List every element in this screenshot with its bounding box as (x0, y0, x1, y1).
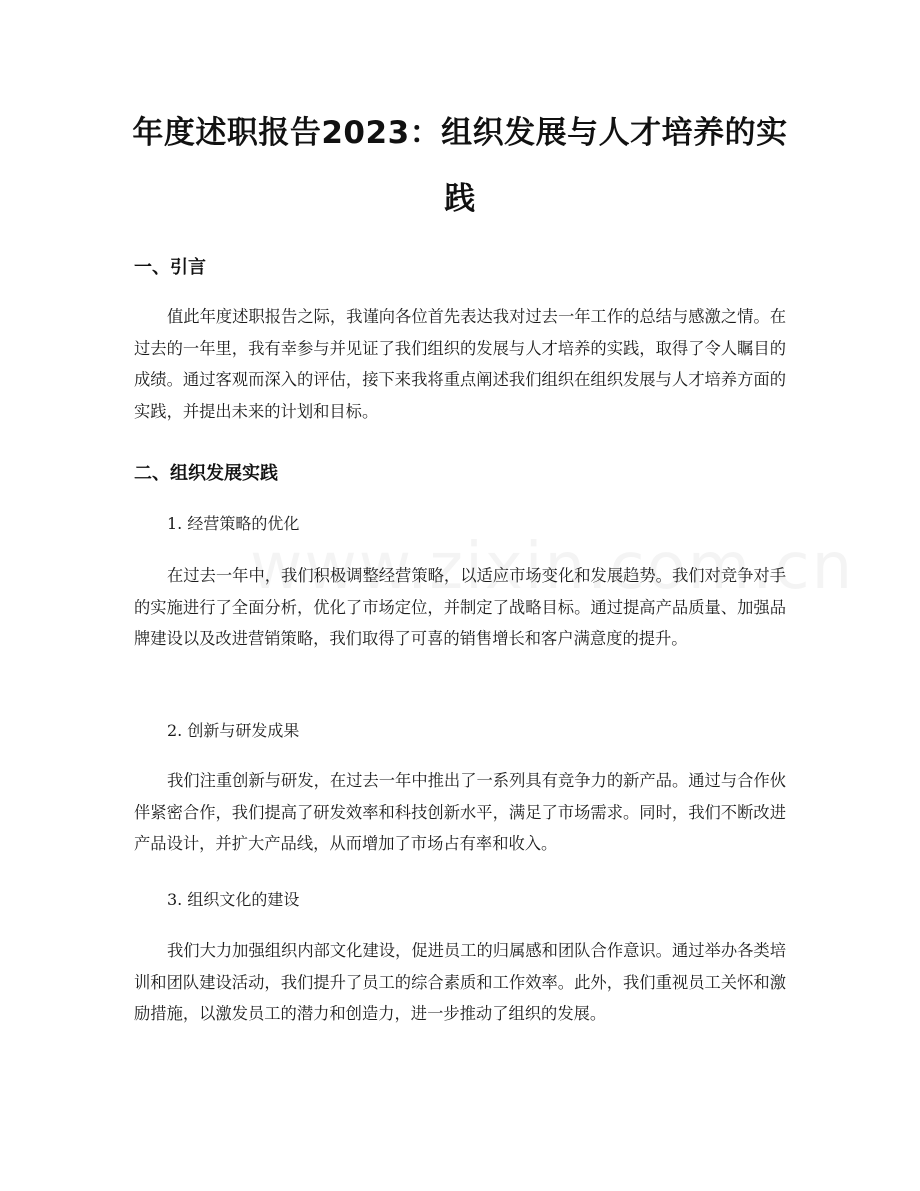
intro-paragraph: 值此年度述职报告之际，我谨向各位首先表达我对过去一年工作的总结与感激之情。在过去的一年里，我有幸参与并见证了我们组织的发展与人才培养的实践，取得了令人瞩目的成绩。通过客观而深入的评估，接下来我将重点阐述我们组织在组织发展与人才培养方面的实践，并提出未来的计划和目标。 (134, 307, 786, 421)
subsection-heading-culture: 3. 组织文化的建设 (167, 890, 300, 909)
section-heading-org-dev: 二、组织发展实践 (134, 463, 278, 484)
subsection-heading-strategy: 1. 经营策略的优化 (167, 514, 300, 533)
strategy-paragraph: 在过去一年中，我们积极调整经营策略，以适应市场变化和发展趋势。我们对竞争对手的实施进行了全面分析，优化了市场定位，并制定了战略目标。通过提高产品质量、加强品牌建设以及改进营销策略，我们取得了可喜的销售增长和客户满意度的提升。 (134, 566, 786, 648)
culture-paragraph: 我们大力加强组织内部文化建设，促进员工的归属感和团队合作意识。通过举办各类培训和团队建设活动，我们提升了员工的综合素质和工作效率。此外，我们重视员工关怀和激励措施，以激发员工的潜力和创造力，进一步推动了组织的发展。 (134, 941, 786, 1023)
subsection-heading-innovation: 2. 创新与研发成果 (167, 721, 300, 740)
document-title: 年度述职报告2023：组织发展与人才培养的实践 (132, 115, 788, 217)
innovation-paragraph: 我们注重创新与研发，在过去一年中推出了一系列具有竞争力的新产品。通过与合作伙伴紧密合作，我们提高了研发效率和科技创新水平，满足了市场需求。同时，我们不断改进产品设计，并扩大产品线，从而增加了市场占有率和收入。 (134, 771, 786, 853)
section-heading-intro: 一、引言 (134, 257, 206, 278)
